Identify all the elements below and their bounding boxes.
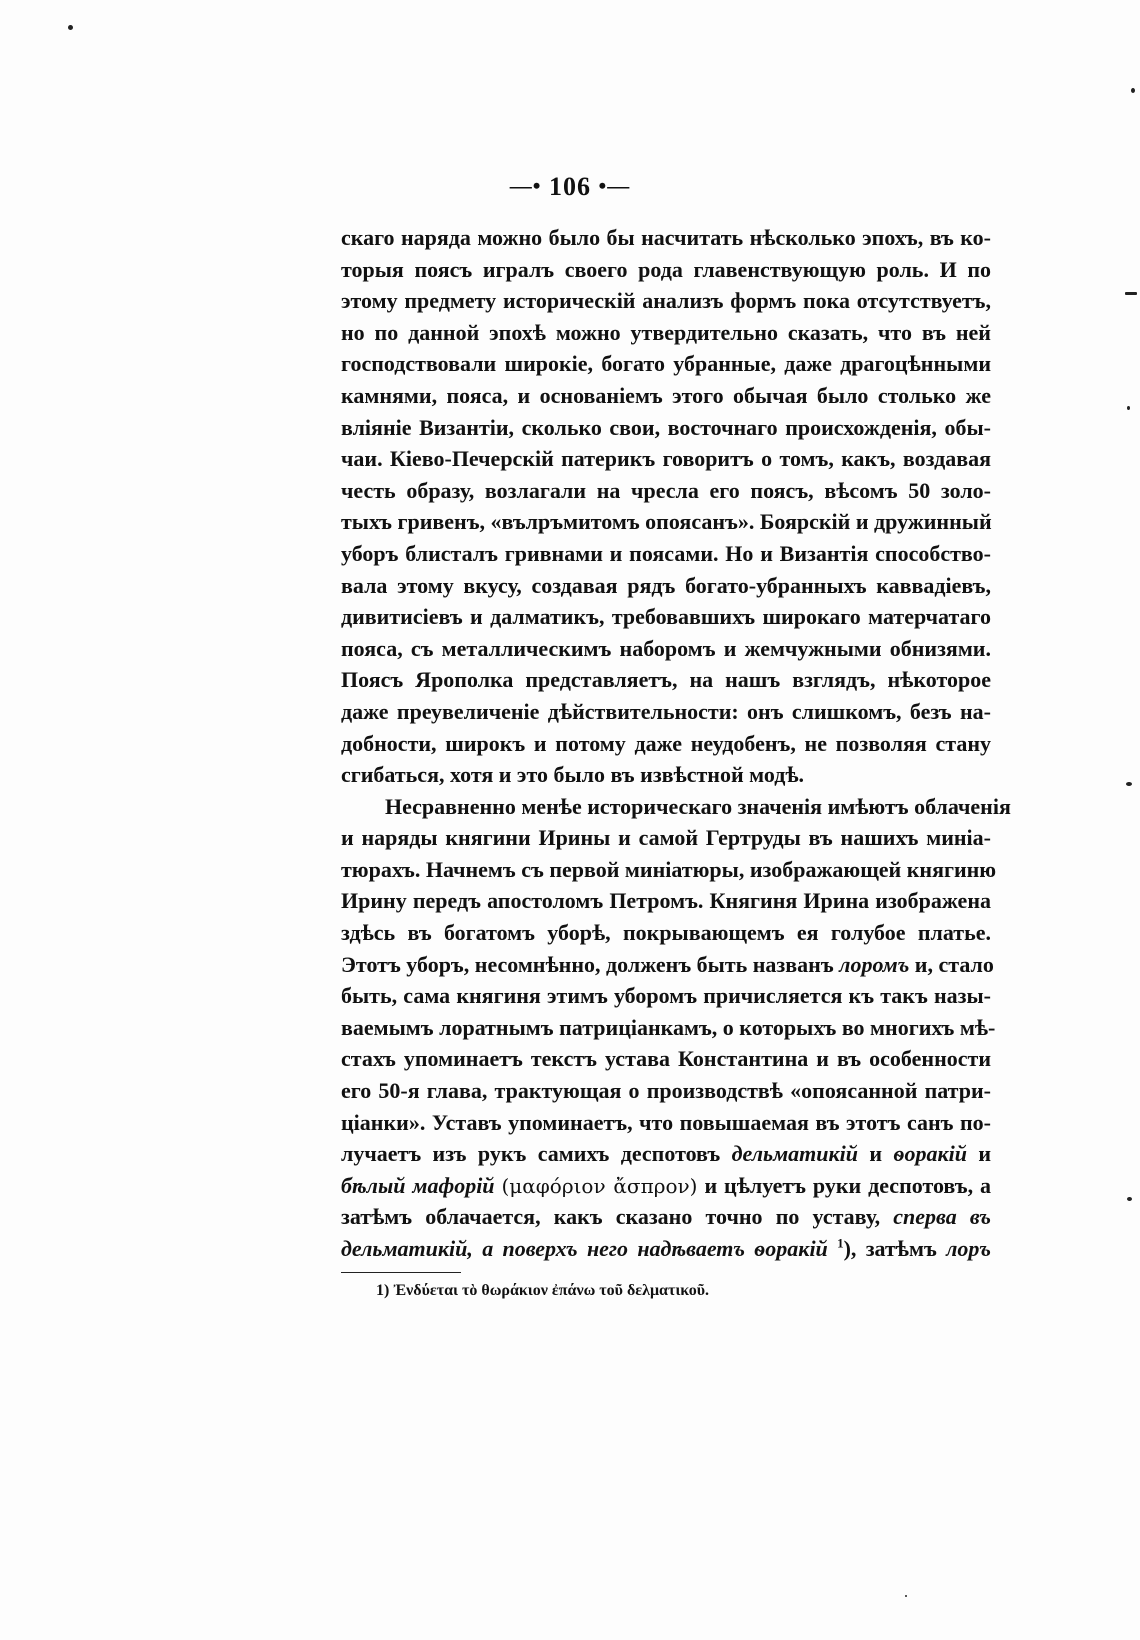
text-line	[341, 1233, 991, 1265]
scan-speck	[1125, 292, 1137, 295]
text-segment: и, стало	[914, 951, 994, 977]
text-segment: затѣмъ	[865, 1236, 937, 1261]
text-line: здѣсь въ богатомъ уборѣ, покрывающемъ ея голубое платье.	[341, 920, 991, 946]
text-line: Поясъ Ярополка представляетъ, на нашъ взглядъ, нѣкоторое	[341, 667, 991, 693]
text-line: торыя поясъ игралъ своего рода главенствующую роль. И по	[341, 256, 991, 282]
page-number	[0, 172, 1140, 202]
text-segment: и	[978, 1141, 992, 1167]
text-line: пояса, съ металлическимъ наборомъ и жемчужными обнизями.	[341, 635, 991, 661]
greek-term: (μαφόριον ἄσπρον)	[501, 1173, 698, 1198]
text-line: даже преувеличеніе дѣйствительности: онъ слишкомъ, безъ на-	[341, 698, 991, 724]
page-number-value: 106	[549, 172, 591, 201]
text-line: Несравненно менѣе историческаго значенія имѣютъ облаченія	[385, 793, 1011, 819]
body-text	[341, 222, 1011, 1265]
italic-term: лоромъ	[839, 951, 910, 977]
text-line: ціанки». Уставъ упоминаетъ, что повышаемая въ этотъ санъ по-	[341, 1109, 991, 1135]
text-line: Ирину передъ апостоломъ Петромъ. Княгиня Ирина изображена	[341, 888, 991, 914]
text-line: чаи. Кіево-Печерскій патерикъ говоритъ о томъ, какъ, воздавая	[341, 446, 991, 472]
text-line: камнями, пояса, и основаніемъ этого обычая было столько же	[341, 382, 991, 408]
text-line: ваемымъ лоратнымъ патриціанкамъ, о которыхъ во многихъ мѣ-	[341, 1014, 996, 1040]
text-line	[341, 1138, 991, 1170]
text-segment: лучаетъ изъ рукъ самихъ деспотовъ	[341, 1141, 721, 1167]
text-line: вала этому вкусу, создавая рядъ богато-убранныхъ каввадіевъ,	[341, 572, 991, 598]
text-line	[341, 1201, 991, 1233]
text-segment: затѣмъ облачается, какъ сказано точно по уставу,	[341, 1204, 881, 1230]
text-line: скаго наряда можно было бы насчитать нѣсколько эпохъ, въ ко-	[341, 225, 991, 250]
text-line: честь образу, возлагали на чресла его поясъ, вѣсомъ 50 золо-	[341, 477, 991, 503]
scan-speck	[1127, 406, 1130, 410]
text-line: и наряды княгини Ирины и самой Гертруды въ нашихъ миніа-	[341, 825, 991, 851]
text-segment: ),	[843, 1236, 857, 1261]
text-line: уборъ блисталъ гривнами и поясами. Но и Византія способство-	[341, 540, 991, 566]
footnote-divider	[341, 1272, 461, 1273]
text-segment: и	[869, 1141, 883, 1167]
text-line: добности, широкъ и потому даже неудобенъ, не позволяя стану	[341, 730, 991, 756]
text-line: но по данной эпохѣ можно утвердительно сказать, что въ ней	[341, 319, 991, 345]
text-line: стахъ упоминаетъ текстъ устава Константина и въ особенности	[341, 1046, 991, 1072]
italic-term: дельматикій	[731, 1141, 858, 1167]
text-line: этому предмету историческій анализъ формъ пока отсутствуетъ,	[341, 288, 991, 314]
scan-speck	[1127, 1197, 1132, 1201]
text-segment: и цѣлуетъ руки деспотовъ, а	[704, 1172, 992, 1198]
italic-term: бѣлый мафорій	[341, 1172, 495, 1198]
italic-term: сперва въ	[893, 1204, 992, 1230]
text-line: сгибаться, хотя и это было въ извѣстной модѣ.	[341, 762, 805, 788]
text-line: быть, сама княгиня этимъ уборомъ причисляется къ такъ назы-	[341, 983, 991, 1009]
scan-speck	[905, 1595, 907, 1597]
scan-speck	[1126, 782, 1132, 786]
footnote-reference[interactable]: 1	[837, 1235, 844, 1251]
text-line: вліяніе Византіи, сколько свои, восточнаго происхожденія, обы-	[341, 414, 991, 440]
scan-speck	[1131, 88, 1135, 93]
page-number-ornament-right: •—	[598, 173, 631, 198]
footnote: 1) Ἐνδύεται τὸ θωράκιον ἐπάνω τοῦ δελματικοῦ.	[376, 1282, 710, 1299]
text-line: тюрахъ. Начнемъ съ первой миніатюры, изображающей княгиню	[341, 856, 997, 882]
italic-term: ѳоракій	[893, 1141, 967, 1167]
text-line: его 50-я глава, трактующая о производствѣ «опоясанной патри-	[341, 1078, 991, 1104]
text-line: господствовали широкіе, богато убранные, даже драгоцѣнными	[341, 351, 991, 377]
italic-term: лоръ	[946, 1236, 991, 1261]
text-line	[341, 949, 994, 981]
scan-speck	[68, 25, 73, 30]
text-line	[341, 1170, 991, 1202]
italic-term: дельматикій, а поверхъ него надѣваетъ ѳоракій	[341, 1236, 828, 1261]
text-line: тыхъ гривенъ, «вълръмитомъ опоясанъ». Боярскій и дружинный	[341, 509, 992, 535]
text-line: дивитисіевъ и далматикъ, требовавшихъ широкаго матерчатаго	[341, 604, 991, 630]
page-number-ornament-left: —•	[509, 173, 542, 198]
text-segment: Этотъ уборъ, несомнѣнно, долженъ быть названъ	[341, 951, 834, 977]
